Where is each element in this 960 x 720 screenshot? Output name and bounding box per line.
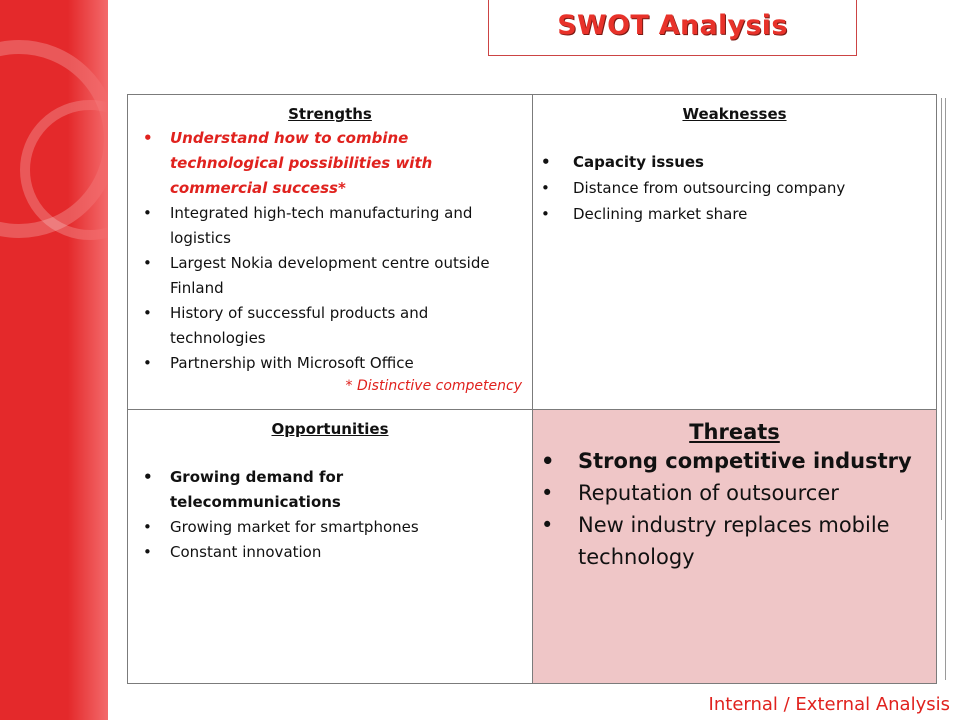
- frame-edge-lower: [945, 98, 946, 680]
- strength-item: • History of successful products and technologies: [128, 301, 532, 351]
- title-box: [488, 0, 857, 56]
- opportunities-list: [128, 465, 532, 565]
- opportunity-item: • Growing demand for telecommunications: [128, 465, 532, 515]
- footer-caption: Internal / External Analysis: [708, 694, 950, 715]
- decorative-red-band: [0, 0, 108, 720]
- threat-item: • Strong competitive industry: [533, 445, 936, 477]
- strengths-heading: Strengths: [288, 105, 372, 123]
- threat-item: • New industry replaces mobile technology: [533, 509, 936, 573]
- opportunities-quadrant: [127, 409, 533, 684]
- weakness-item: • Declining market share: [533, 201, 936, 227]
- threats-heading: Threats: [689, 420, 780, 444]
- threat-item: • Reputation of outsourcer: [533, 477, 936, 509]
- threats-list: [533, 445, 936, 573]
- strength-item: • Largest Nokia development centre outside Finland: [128, 251, 532, 301]
- weaknesses-list: [533, 149, 936, 227]
- frame-edge: [941, 98, 942, 520]
- distinctive-competency-note: * Distinctive competency: [345, 378, 522, 394]
- threats-quadrant: [532, 409, 937, 684]
- weaknesses-quadrant: [532, 94, 937, 410]
- opportunity-item: • Growing market for smartphones: [128, 515, 532, 540]
- page-title: SWOT Analysis: [557, 10, 788, 41]
- strengths-quadrant: [127, 94, 533, 410]
- band-gradient: [68, 0, 108, 720]
- strengths-list: [128, 126, 532, 376]
- strength-item: • Understand how to combine technological possibilities with commercial success*: [128, 126, 532, 201]
- strength-item: • Integrated high-tech manufacturing and logistics: [128, 201, 532, 251]
- weakness-item: • Capacity issues: [533, 149, 936, 175]
- opportunity-item: • Constant innovation: [128, 540, 532, 565]
- weakness-item: • Distance from outsourcing company: [533, 175, 936, 201]
- strength-item: • Partnership with Microsoft Office: [128, 351, 532, 376]
- weaknesses-heading: Weaknesses: [682, 105, 787, 123]
- opportunities-heading: Opportunities: [271, 420, 389, 438]
- swot-grid: [127, 94, 937, 684]
